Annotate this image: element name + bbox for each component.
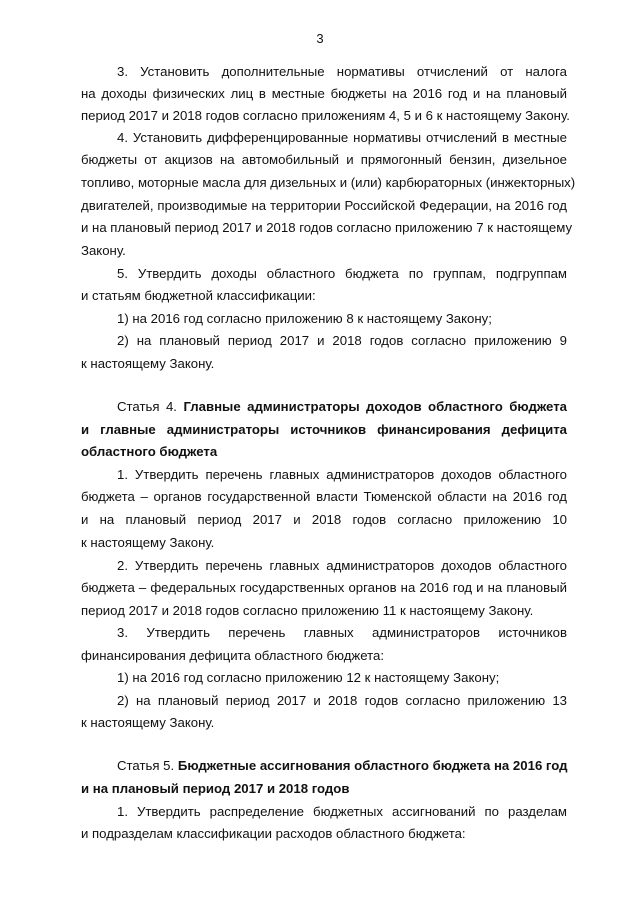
text-line: Закону. [81, 243, 126, 258]
text-line: 1. Утвердить распределение бюджетных ассигнований по разделам [117, 804, 567, 819]
text-line: 3. Утвердить перечень главных администраторов источников [117, 625, 567, 640]
article-title: Главные администраторы доходов областного бюджета [183, 399, 567, 414]
article-title: областного бюджета [81, 444, 218, 459]
text-line: 3. Установить дополнительные нормативы отчислений от налога [117, 64, 567, 79]
list-item: 2) на плановый период 2017 и 2018 годов согласно приложению 13 [117, 693, 567, 708]
text-line: бюджета – федеральных государственных органов на 2016 год и на плановый [81, 580, 567, 595]
list-item: 2) на плановый период 2017 и 2018 годов согласно приложению 9 [117, 333, 567, 348]
text-line: период 2017 и 2018 годов согласно приложениям 4, 5 и 6 к настоящему Закону. [81, 108, 570, 123]
text-line: период 2017 и 2018 годов согласно приложению 11 к настоящему Закону. [81, 603, 534, 618]
article-title: и главные администраторы источников финансирования дефицита [81, 422, 567, 437]
article-heading [117, 756, 567, 776]
text-line: 4. Установить дифференцированные нормативы отчислений в местные [117, 130, 567, 145]
list-item: 1) на 2016 год согласно приложению 12 к настоящему Закону; [117, 670, 500, 685]
article-title: и на плановый период 2017 и 2018 годов [81, 781, 350, 796]
article-title: Бюджетные ассигнования областного бюджета на 2016 год [177, 758, 568, 773]
text-line: 1. Утвердить перечень главных администраторов доходов областного [117, 467, 567, 482]
article-prefix: Статья 5. [117, 758, 175, 773]
article-heading [117, 397, 567, 417]
page-number: 3 [316, 31, 324, 46]
text-line: к настоящему Закону. [81, 356, 215, 371]
text-line: и подразделам классификации расходов областного бюджета: [81, 826, 466, 841]
text-line: и на плановый период 2017 и 2018 годов согласно приложению 7 к настоящему [81, 220, 573, 235]
text-line: 2. Утвердить перечень главных администраторов доходов областного [117, 558, 567, 573]
text-line: бюджета – органов государственной власти Тюменской области на 2016 год [81, 489, 567, 504]
article-heading-line [81, 420, 567, 440]
article-heading-line [81, 779, 567, 799]
text-line: двигателей, производимые на территории Российской Федерации, на 2016 год [81, 198, 567, 213]
article-heading-line [81, 442, 567, 462]
article-prefix: Статья 4. [117, 399, 177, 414]
text-line: на доходы физических лиц в местные бюджеты на 2016 год и на плановый [81, 86, 567, 101]
list-item: 1) на 2016 год согласно приложению 8 к настоящему Закону; [117, 311, 492, 326]
text-line: к настоящему Закону. [81, 535, 215, 550]
text-line: финансирования дефицита областного бюджета: [81, 648, 384, 663]
text-line: и на плановый период 2017 и 2018 годов согласно приложению 10 [81, 512, 567, 527]
text-line: и статьям бюджетной классификации: [81, 288, 316, 303]
text-line: топливо, моторные масла для дизельных и (или) карбюраторных (инжекторных) [81, 175, 576, 190]
text-line: к настоящему Закону. [81, 715, 215, 730]
text-line: 5. Утвердить доходы областного бюджета по группам, подгруппам [117, 266, 567, 281]
text-line: бюджеты от акцизов на автомобильный и прямогонный бензин, дизельное [81, 152, 567, 167]
